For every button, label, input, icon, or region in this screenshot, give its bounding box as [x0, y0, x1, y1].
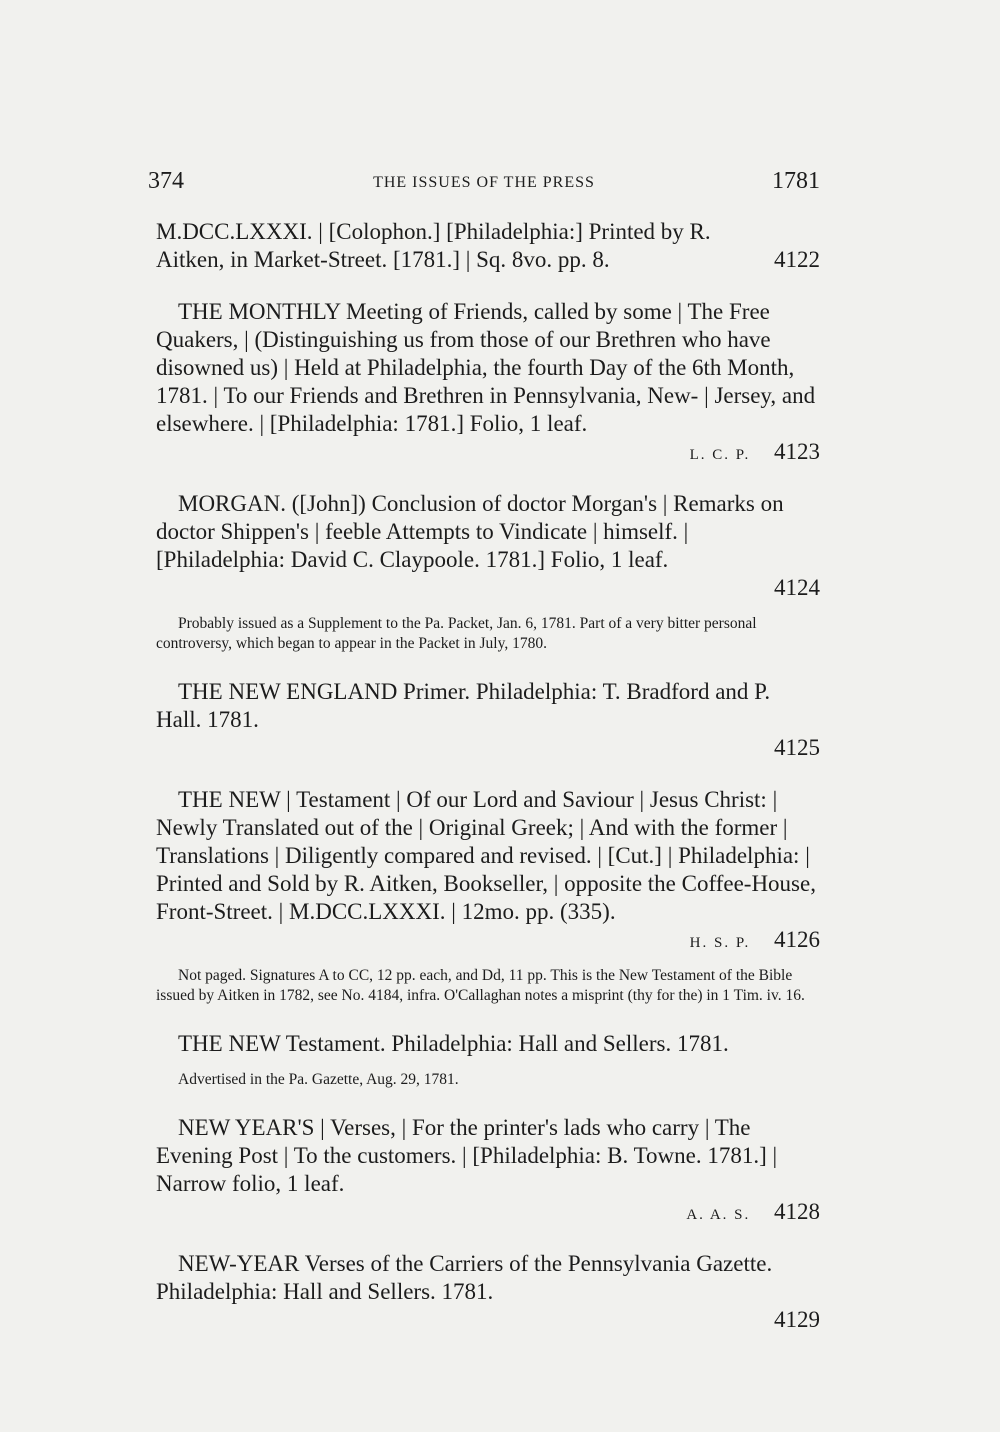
entry-4128 [156, 1114, 820, 1226]
entry-number: 4123 [774, 439, 820, 464]
entry-4123 [156, 298, 820, 466]
entry-text: THE NEW Testament. Philadelphia: Hall and Sellers. 1781. [178, 1031, 729, 1056]
entry-4129 [156, 1250, 820, 1334]
entry-text: MORGAN. ([John]) Conclusion of doctor Morgan's | Remarks on doctor Shippen's | feeble Attempts to Vindicate | himself. | [Philadelphia: David C. Claypoole. 1781.] Folio, 1 leaf. [156, 491, 784, 572]
entry-text: THE MONTHLY Meeting of Friends, called by some | The Free Quakers, | (Distinguishing us from those of our Brethren who have disowned us) | Held at Philadelphia, the fourth Day of the 6th Month, 1781. | To our Friends and Brethren in Pennsylvania, New- | Jersey, and elsewhere. | [Philadelphia: 1781.] Folio, 1 leaf. [156, 299, 816, 436]
entry-note: Advertised in the Pa. Gazette, Aug. 29, 1781. [178, 1071, 459, 1088]
entry-4122 [156, 218, 820, 274]
holding-library: H. S. P. [689, 935, 751, 951]
holding-library: L. C. P. [689, 447, 751, 463]
entry-text-line: Aitken, in Market-Street. [1781.] | Sq. 8vo. pp. 8. [156, 247, 610, 272]
entry-text: THE NEW | Testament | Of our Lord and Saviour | Jesus Christ: | Newly Translated out of the | Original Greek; | And with the former | Translations | Diligently compared and revised. | [Cut.] | Philadelphia: | Printed and Sold by R. Aitken, Bookseller, | opposite the Coffee-House, Front-Street. | M.DCC.LXXXI. | 12mo. pp. (335). [156, 787, 816, 924]
entry-4125 [156, 678, 820, 762]
entry-note: Not paged. Signatures A to CC, 12 pp. each, and Dd, 11 pp. This is the New Testament of the Bible issued by Aitken in 1782, see No. 4184, infra. O'Callaghan notes a misprint (thy for the) in 1 Tim. iv. 16. [156, 967, 805, 1004]
header-year: 1781 [772, 168, 820, 194]
running-title: THE ISSUES OF THE PRESS [373, 174, 595, 191]
entry-number: 4124 [774, 575, 820, 600]
entry-number: 4125 [774, 735, 820, 760]
running-header [148, 168, 820, 208]
page-number: 374 [148, 168, 184, 194]
holding-library: A. A. S. [686, 1207, 751, 1223]
entry-number: 4126 [774, 927, 820, 952]
bibliography-entries [156, 218, 820, 1334]
entry-note: Probably issued as a Supplement to the Pa. Packet, Jan. 6, 1781. Part of a very bitter personal controversy, which began to appear in the Packet in July, 1780. [156, 615, 757, 652]
entry-number: 4122 [774, 247, 820, 272]
entry-new-testament-hall-sellers [156, 1030, 820, 1058]
entry-text-line: M.DCC.LXXXI. | [Colophon.] [Philadelphia:] Printed by R. [156, 219, 711, 244]
entry-4124 [156, 490, 820, 602]
entry-text: THE NEW ENGLAND Primer. Philadelphia: T. Bradford and P. Hall. 1781. [156, 679, 771, 732]
entry-4126 [156, 786, 820, 954]
entry-number: 4128 [774, 1199, 820, 1224]
entry-text: NEW YEAR'S | Verses, | For the printer's lads who carry | The Evening Post | To the customers. | [Philadelphia: B. Towne. 1781.] | Narrow folio, 1 leaf. [156, 1115, 778, 1196]
entry-number: 4129 [774, 1307, 820, 1332]
entry-text: NEW-YEAR Verses of the Carriers of the Pennsylvania Gazette. Philadelphia: Hall and Sellers. 1781. [156, 1251, 773, 1304]
